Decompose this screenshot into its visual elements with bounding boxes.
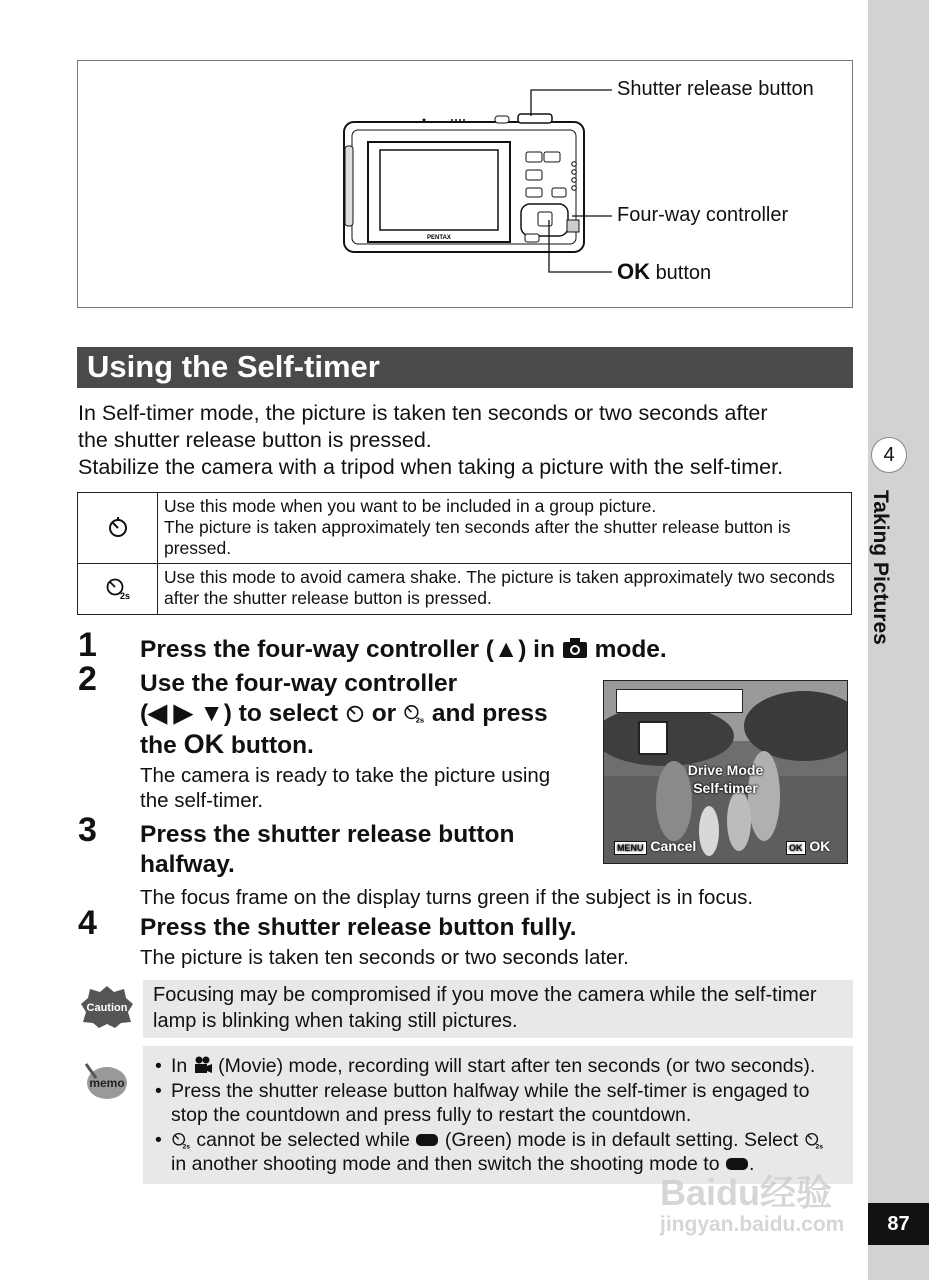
lcd-ok xyxy=(786,838,830,854)
list-item xyxy=(153,1079,843,1128)
caution-badge-text: Caution xyxy=(86,1002,128,1014)
memo-text: in another shooting mode and then switch the shooting mode to xyxy=(171,1153,720,1175)
step-text: Press the four-way controller (▲) in xyxy=(140,636,555,663)
self-timer-2s-icon xyxy=(804,1131,824,1149)
self-timer-2s-icon xyxy=(403,702,425,724)
mode-text: Use this mode when you want to be included in a group picture. xyxy=(164,496,657,516)
memo-text: . xyxy=(748,1153,755,1175)
chapter-number: 4 xyxy=(871,437,907,473)
step-text: mode. xyxy=(594,636,667,663)
selected-self-timer-icon xyxy=(638,721,668,755)
memo-badge-text: memo xyxy=(89,1076,125,1090)
lcd-text: OK xyxy=(809,838,831,854)
step-3-title: Press the shutter release button halfway. xyxy=(140,821,515,878)
step-text: and press xyxy=(431,700,548,727)
lcd-cancel xyxy=(614,838,696,854)
page-number: 87 xyxy=(868,1203,929,1245)
memo-text: (Movie) mode, recording will start after ten seconds (or two seconds). xyxy=(218,1055,816,1077)
step-4-body: The picture is taken ten seconds or two seconds later. xyxy=(140,946,629,969)
lcd-text: Cancel xyxy=(650,838,697,854)
drive-mode-icon-bar xyxy=(616,689,743,713)
movie-icon xyxy=(193,1056,213,1074)
list-item xyxy=(153,1054,843,1079)
watermark-url: jingyan.baidu.com xyxy=(660,1213,845,1236)
step-number: 2 xyxy=(78,660,97,698)
section-title: Using the Self-timer xyxy=(77,347,853,388)
mode-text: The picture is taken approximately ten seconds after the shutter release button is pressed. xyxy=(164,517,791,558)
mode-text: Use this mode to avoid camera shake. The picture is taken approximately two seconds after the shutter release button is pressed. xyxy=(164,567,835,608)
watermark-logo: Baidu经验 xyxy=(660,1172,833,1213)
step-text: or xyxy=(371,700,397,727)
intro-paragraph xyxy=(78,400,858,481)
memo-text: (Green) mode is in default setting. Select xyxy=(444,1128,799,1151)
step-3-body: The focus frame on the display turns green if the subject is in focus. xyxy=(140,886,754,909)
lcd-text: Self-timer xyxy=(693,780,758,796)
ok-symbol: OK xyxy=(183,729,225,759)
ok-key: OK xyxy=(786,841,806,855)
step-text: the xyxy=(140,732,177,759)
step-number: 4 xyxy=(78,904,97,942)
memo-list xyxy=(153,1054,843,1177)
lcd-screen-preview xyxy=(603,680,848,864)
step-text: button. xyxy=(230,732,314,759)
step-4-title: Press the shutter release button fully. xyxy=(140,914,577,941)
intro-line: In Self-timer mode, the picture is taken ten seconds or two seconds after xyxy=(78,401,768,425)
step-text-line xyxy=(140,729,590,761)
callout-four-way-controller: Four-way controller xyxy=(617,204,789,226)
table-row xyxy=(78,493,852,564)
memo-text: In xyxy=(171,1055,188,1077)
self-timer-2s-icon xyxy=(171,1131,191,1149)
intro-line: the shutter release button is pressed. xyxy=(78,428,432,452)
chapter-title-text: Taking Pictures xyxy=(869,490,892,645)
mode-description xyxy=(158,564,852,615)
caution-badge xyxy=(80,984,134,1028)
self-timer-10s-icon xyxy=(345,703,365,723)
mode-description xyxy=(158,493,852,564)
self-timer-10s-icon xyxy=(78,493,158,564)
svg-text:2s: 2s xyxy=(119,590,130,600)
ok-symbol: OK xyxy=(617,259,650,284)
chapter-title xyxy=(862,490,912,680)
step-1-title xyxy=(140,635,860,665)
callout-shutter-release: Shutter release button xyxy=(617,78,814,100)
svg-text:2s: 2s xyxy=(815,1142,823,1149)
caution-note: Focusing may be compromised if you move the camera while the self-timer lamp is blinking when taking still pictures. xyxy=(143,980,853,1038)
memo-text: cannot be selected while xyxy=(196,1128,410,1151)
step-number: 3 xyxy=(78,811,97,849)
step-text: Use the four-way controller xyxy=(140,670,458,697)
self-timer-mode-table xyxy=(77,492,852,615)
step-2-body: The camera is ready to take the picture using the self-timer. xyxy=(140,764,551,812)
callout-ok-button xyxy=(617,259,711,285)
svg-text:2s: • 2s xyxy=(182,1142,191,1149)
memo-text: Press the shutter release button halfway while the self-timer is engaged to stop the countdown and press fully to restart the countdown. xyxy=(171,1079,810,1126)
self-timer-2s-icon xyxy=(78,564,158,615)
callout-leader-lines xyxy=(520,80,620,280)
step-number: 1 xyxy=(78,626,97,664)
ok-word: button xyxy=(655,262,712,284)
memo-badge xyxy=(80,1056,130,1102)
lcd-text: Drive Mode xyxy=(687,762,764,778)
table-row xyxy=(78,564,852,615)
svg-text:2s: 2s xyxy=(415,715,425,724)
camera-brand-text: PENTAX xyxy=(427,235,451,241)
green-mode-icon xyxy=(415,1133,439,1147)
lcd-menu-label xyxy=(604,761,847,797)
intro-line: Stabilize the camera with a tripod when taking a picture with the self-timer. xyxy=(78,455,784,479)
step-text: (◀ ▶ ▼) to select xyxy=(140,700,339,727)
step-text-line xyxy=(140,699,590,729)
memo-note xyxy=(143,1046,853,1184)
camera-icon xyxy=(562,637,588,659)
menu-key: MENU xyxy=(614,841,647,855)
step-2-title xyxy=(140,669,590,761)
